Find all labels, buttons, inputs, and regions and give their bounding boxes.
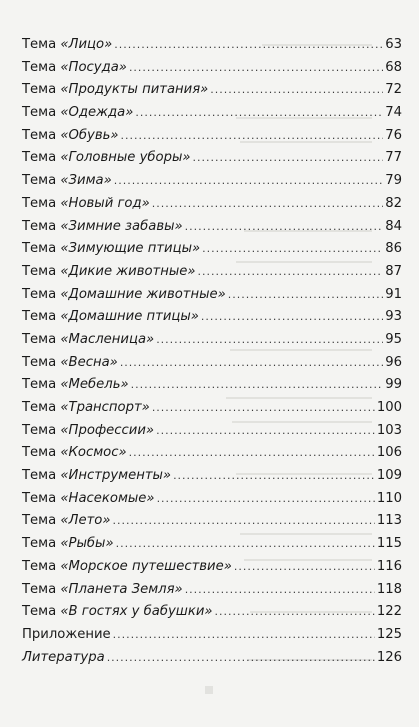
toc-entry-prefix: Тема: [22, 309, 57, 325]
toc-page-number: 76: [385, 127, 402, 143]
toc-leader-dots: [173, 465, 375, 488]
toc-entry[interactable]: [22, 488, 402, 511]
toc-entry[interactable]: [22, 465, 402, 488]
toc-entry-title: [22, 147, 191, 170]
toc-leader-dots: [210, 79, 383, 102]
toc-entry-title: [22, 352, 118, 375]
toc-entry-title: [22, 193, 150, 216]
toc-entry-title: [22, 510, 110, 533]
toc-page-number: 79: [385, 173, 402, 189]
toc-entry-name: «Транспорт»: [60, 400, 150, 415]
toc-entry-title: [22, 465, 171, 488]
toc-entry-prefix: Тема: [22, 400, 57, 415]
toc-entry[interactable]: [22, 442, 402, 465]
toc-entry-prefix: Тема: [22, 558, 57, 574]
toc-entry-title: [22, 420, 154, 443]
toc-entry[interactable]: [22, 601, 402, 624]
toc-page-number: 95: [385, 331, 402, 347]
toc-entry-name: «Насекомые»: [60, 490, 155, 506]
toc-entry-title: [22, 216, 183, 239]
toc-page-number: 91: [385, 286, 402, 302]
toc-entry-name: «Домашние животные»: [60, 286, 226, 302]
toc-entry-title: [22, 102, 133, 125]
toc-entry-name: «Планета Земля»: [60, 581, 183, 597]
toc-leader-dots: [193, 147, 384, 170]
toc-entry-prefix: Тема: [22, 468, 57, 484]
toc-entry[interactable]: [22, 147, 402, 170]
toc-entry-title: [22, 397, 150, 420]
toc-leader-dots: [185, 216, 384, 239]
toc-entry[interactable]: [22, 352, 402, 375]
toc-entry-name: «Продукты питания»: [60, 82, 209, 98]
toc-entry-title: [22, 329, 154, 352]
table-of-contents: [22, 34, 402, 669]
toc-page-number: 63: [385, 37, 402, 52]
toc-page-number: 99: [385, 377, 402, 393]
toc-entry-name: «Рыбы»: [60, 536, 114, 552]
toc-entry-prefix: Тема: [22, 354, 57, 370]
toc-leader-dots: [121, 125, 384, 148]
toc-entry-prefix: Тема: [22, 37, 57, 52]
toc-entry-name: «Домашние птицы»: [60, 309, 199, 325]
toc-leader-dots: [114, 170, 383, 193]
toc-entry-prefix: Тема: [22, 127, 57, 143]
toc-entry-title: [22, 306, 199, 329]
toc-page-number: 93: [385, 309, 402, 325]
toc-entry[interactable]: [22, 374, 402, 397]
toc-entry-prefix: Тема: [22, 445, 57, 461]
toc-entry[interactable]: [22, 647, 402, 670]
toc-entry-title: [22, 284, 226, 307]
toc-entry-name: «Профессии»: [60, 422, 155, 438]
toc-leader-dots: [185, 579, 375, 602]
toc-entry-prefix: Тема: [22, 490, 57, 506]
toc-entry-title: [22, 601, 213, 624]
toc-entry[interactable]: [22, 624, 402, 647]
toc-entry-title: [22, 556, 232, 579]
toc-entry-name: «Обувь»: [60, 127, 119, 143]
toc-entry[interactable]: [22, 510, 402, 533]
toc-page-number: 84: [385, 218, 402, 234]
toc-page-number: 100: [376, 400, 402, 415]
toc-entry-name: «Инструменты»: [60, 468, 172, 484]
toc-entry-prefix: Тема: [22, 105, 57, 121]
toc-leader-dots: [116, 533, 375, 556]
toc-entry-name: «Лето»: [60, 513, 111, 529]
toc-entry[interactable]: [22, 216, 402, 239]
toc-entry-name: «Головные уборы»: [60, 150, 191, 166]
toc-entry-name: Литература: [22, 649, 105, 665]
toc-entry-prefix: Тема: [22, 59, 57, 75]
toc-leader-dots: [112, 510, 374, 533]
toc-page-number: 77: [385, 150, 402, 166]
toc-entry-prefix: Тема: [22, 377, 57, 393]
toc-entry[interactable]: [22, 306, 402, 329]
toc-leader-dots: [129, 57, 383, 80]
toc-entry-name: «Зимние забавы»: [60, 218, 183, 234]
toc-entry-prefix: Тема: [22, 604, 57, 620]
toc-entry-title: [22, 261, 196, 284]
toc-leader-dots: [202, 238, 383, 261]
toc-page-number: 113: [376, 513, 402, 529]
toc-entry-prefix: Тема: [22, 513, 57, 529]
toc-leader-dots: [198, 261, 384, 284]
toc-leader-dots: [135, 102, 383, 125]
toc-entry-title: [22, 57, 127, 80]
toc-entry-title: [22, 238, 200, 261]
toc-entry-name: «Дикие животные»: [60, 263, 196, 279]
toc-entry-prefix: Тема: [22, 263, 57, 279]
toc-entry-prefix: Тема: [22, 581, 57, 597]
toc-leader-dots: [114, 34, 383, 57]
toc-entry-title: [22, 170, 112, 193]
toc-entry-prefix: Тема: [22, 331, 57, 347]
toc-entry-name: «Весна»: [60, 354, 118, 370]
toc-entry-name: «Лицо»: [60, 37, 113, 52]
toc-page-number: 109: [376, 468, 402, 484]
toc-entry[interactable]: [22, 193, 402, 216]
toc-page-number: 115: [376, 536, 402, 552]
toc-entry[interactable]: [22, 329, 402, 352]
toc-entry-title: [22, 488, 155, 511]
toc-entry-name: «Зима»: [60, 173, 112, 189]
toc-page-number: 118: [376, 581, 402, 597]
toc-entry-title: [22, 647, 105, 670]
toc-entry[interactable]: [22, 420, 402, 443]
toc-entry[interactable]: [22, 34, 402, 57]
toc-page-number: 110: [376, 490, 402, 506]
toc-entry[interactable]: [22, 79, 402, 102]
toc-leader-dots: [157, 488, 375, 511]
toc-entry-name: «Новый год»: [60, 195, 150, 211]
toc-entry-prefix: Тема: [22, 241, 57, 257]
toc-entry-prefix: Тема: [22, 195, 57, 211]
toc-page-number: 126: [376, 649, 402, 665]
toc-leader-dots: [215, 601, 375, 624]
toc-page-number: 125: [376, 626, 402, 642]
toc-entry-title: [22, 374, 129, 397]
toc-entry-prefix: Тема: [22, 218, 57, 234]
toc-entry-prefix: Тема: [22, 150, 57, 166]
toc-page-number: 122: [376, 604, 402, 620]
toc-entry[interactable]: [22, 170, 402, 193]
toc-page-number: 103: [376, 422, 402, 438]
toc-entry[interactable]: [22, 57, 402, 80]
toc-entry-title: [22, 442, 127, 465]
toc-entry-title: [22, 79, 208, 102]
toc-page-number: 72: [385, 82, 402, 98]
toc-page-number: 116: [376, 558, 402, 574]
toc-entry[interactable]: [22, 533, 402, 556]
toc-entry-title: [22, 533, 114, 556]
toc-entry-name: «В гостях у бабушки»: [60, 604, 213, 620]
toc-leader-dots: [234, 556, 375, 579]
toc-entry[interactable]: [22, 579, 402, 602]
toc-entry-name: Приложение: [22, 626, 111, 642]
toc-entry[interactable]: [22, 397, 402, 420]
toc-page-number: 96: [385, 354, 402, 370]
toc-page-number: 68: [385, 59, 402, 75]
toc-entry-name: «Масленица»: [60, 331, 155, 347]
toc-leader-dots: [120, 352, 383, 375]
toc-entry[interactable]: [22, 102, 402, 125]
toc-entry[interactable]: [22, 125, 402, 148]
toc-entry-name: «Одежда»: [60, 105, 134, 121]
toc-leader-dots: [156, 329, 383, 352]
toc-leader-dots: [129, 442, 375, 465]
toc-entry-title: [22, 579, 183, 602]
toc-page-number: 87: [385, 263, 402, 279]
toc-entry[interactable]: [22, 556, 402, 579]
toc-entry-prefix: Тема: [22, 536, 57, 552]
toc-page-number: 106: [376, 445, 402, 461]
toc-entry-name: «Посуда»: [60, 59, 127, 75]
toc-entry-prefix: Тема: [22, 286, 57, 302]
toc-leader-dots: [113, 624, 375, 647]
toc-leader-dots: [152, 193, 383, 216]
toc-leader-dots: [152, 397, 375, 420]
toc-entry-name: «Зимующие птицы»: [60, 241, 201, 257]
toc-entry-title: [22, 624, 111, 647]
toc-leader-dots: [201, 306, 383, 329]
toc-entry-name: «Морское путешествие»: [60, 558, 232, 574]
toc-entry-title: [22, 34, 112, 57]
toc-page-number: 82: [385, 195, 402, 211]
toc-page-number: 86: [385, 241, 402, 257]
toc-entry-prefix: Тема: [22, 82, 57, 98]
toc-leader-dots: [228, 284, 383, 307]
toc-entry-name: «Мебель»: [60, 377, 129, 393]
toc-leader-dots: [107, 647, 375, 670]
toc-entry[interactable]: [22, 261, 402, 284]
toc-page-number: 74: [385, 105, 402, 121]
toc-entry[interactable]: [22, 284, 402, 307]
toc-leader-dots: [131, 374, 384, 397]
toc-entry[interactable]: [22, 238, 402, 261]
toc-entry-title: [22, 125, 119, 148]
toc-entry-name: «Космос»: [60, 445, 127, 461]
toc-entry-prefix: Тема: [22, 173, 57, 189]
toc-entry-prefix: Тема: [22, 422, 57, 438]
toc-leader-dots: [156, 420, 375, 443]
